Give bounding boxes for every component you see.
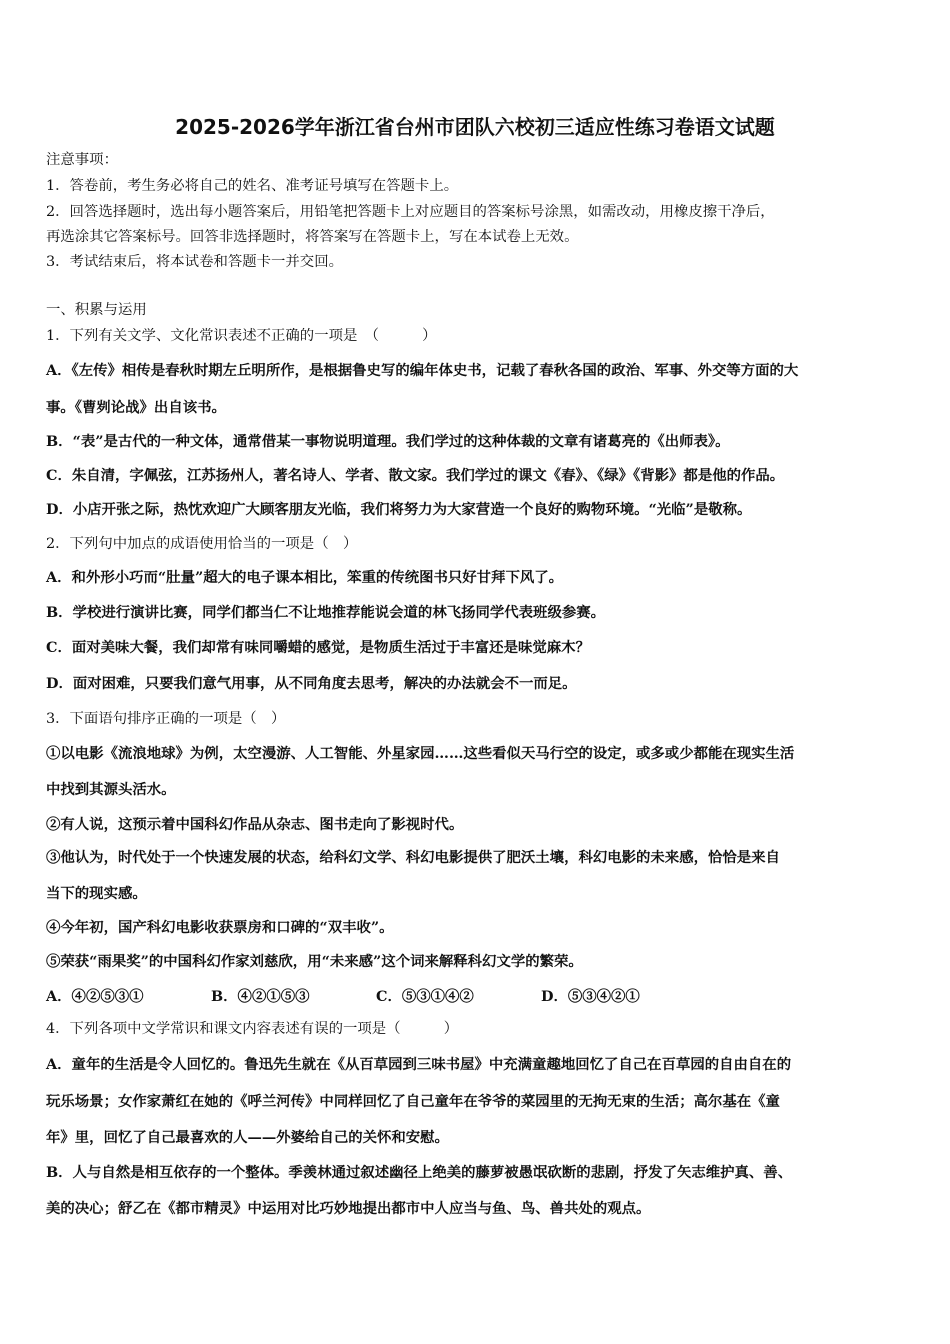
q3-stem: 3．下面语句排序正确的一项是（ ） — [46, 711, 286, 727]
q3-choice-b: B．④②①⑤③ — [211, 988, 310, 1005]
q2-stem: 2．下列句中加点的成语使用恰当的一项是（ ） — [46, 536, 358, 552]
q2-option-d: D．面对困难，只要我们意气用事，从不同角度去思考，解决的办法就会不一而足。 — [46, 675, 577, 692]
q3-sentence-5: ⑤荣获“雨果奖”的中国科幻作家刘慈欣，用“未来感”这个词来解释科幻文学的繁荣。 — [46, 953, 583, 970]
q1-option-a: A．《左传》相传是春秋时期左丘明所作，是根据鲁史写的编年体史书，记载了春秋各国的政治、军事、外交等方面的大 — [46, 362, 799, 379]
q3-choice-d: D．⑤③④②① — [541, 988, 640, 1005]
notice-item-2-cont: 再选涂其它答案标号。回答非选择题时，将答案写在答题卡上，写在本试卷上无效。 — [46, 229, 579, 245]
q4-option-b: B．人与自然是相互依存的一个整体。季羡林通过叙述幽径上绝美的藤萝被愚氓砍断的悲剧，抒发了矢志维护真、善、 — [46, 1164, 793, 1181]
q4-stem: 4．下列各项中文学常识和课文内容表述有误的一项是（ ） — [46, 1021, 459, 1037]
q4-option-a: A．童年的生活是令人回忆的。鲁迅先生就在《从百草园到三味书屋》中充满童趣地回忆了自己在百草园的自由自在的 — [46, 1056, 792, 1073]
q3-choice-a: A．④②⑤③① — [46, 988, 144, 1005]
notice-item-1: 1．答卷前，考生务必将自己的姓名、准考证号填写在答题卡上。 — [46, 178, 459, 194]
q1-option-a-cont: 事。《曹刿论战》出自该书。 — [46, 399, 226, 416]
q3-sentence-3: ③他认为，时代处于一个快速发展的状态，给科幻文学、科幻电影提供了肥沃土壤，科幻电影的未来感，恰恰是来自 — [46, 849, 780, 866]
q1-stem: 1．下列有关文学、文化常识表述不正确的一项是 （ ） — [46, 328, 437, 344]
q3-choice-c: C．⑤③①④② — [376, 988, 474, 1005]
q1-option-d: D．小店开张之际，热忱欢迎广大顾客朋友光临，我们将努力为大家营造一个良好的购物环境。“光临”是敬称。 — [46, 501, 752, 518]
q2-option-a: A．和外形小巧而“肚量”超大的电子课本相比，笨重的传统图书只好甘拜下风了。 — [46, 569, 564, 586]
notice-item-3: 3．考试结束后，将本试卷和答题卡一并交回。 — [46, 254, 343, 270]
q2-option-b: B．学校进行演讲比赛，同学们都当仁不让地推荐能说会道的林飞扬同学代表班级参赛。 — [46, 604, 606, 621]
q3-sentence-4: ④今年初，国产科幻电影收获票房和口碑的“双丰收”。 — [46, 919, 394, 936]
q4-option-a-cont-1: 玩乐场景；女作家萧红在她的《呼兰河传》中同样回忆了自己童年在爷爷的菜园里的无拘无束的生活；高尔基在《童 — [46, 1093, 780, 1110]
q3-sentence-1-cont: 中找到其源头活水。 — [46, 781, 176, 798]
q3-sentence-2: ②有人说，这预示着中国科幻作品从杂志、图书走向了影视时代。 — [46, 816, 464, 833]
q1-option-c: C．朱自清，字佩弦，江苏扬州人，著名诗人、学者、散文家。我们学过的课文《春》、《绿》《背影》都是他的作品。 — [46, 467, 785, 484]
q4-option-a-cont-2: 年》里，回忆了自己最喜欢的人——外婆给自己的关怀和安慰。 — [46, 1129, 449, 1146]
q2-option-c: C．面对美味大餐，我们却常有味同嚼蜡的感觉，是物质生活过于丰富还是味觉麻木？ — [46, 639, 590, 656]
section-heading: 一、积累与运用 — [46, 302, 147, 318]
page-title: 2025-2026学年浙江省台州市团队六校初三适应性练习卷语文试题 — [175, 115, 775, 139]
q3-sentence-3-cont: 当下的现实感。 — [46, 885, 147, 902]
q3-sentence-1: ①以电影《流浪地球》为例，太空漫游、人工智能、外星家园……这些看似天马行空的设定，或多或少都能在现实生活 — [46, 745, 795, 762]
notice-item-2: 2．回答选择题时，选出每小题答案后，用铅笔把答题卡上对应题目的答案标号涂黑，如需改动，用橡皮擦干净后， — [46, 204, 775, 220]
notice-heading: 注意事项： — [46, 152, 118, 168]
q1-option-b: B．“表”是古代的一种文体，通常借某一事物说明道理。我们学过的这种体裁的文章有诸葛亮的《出师表》。 — [46, 433, 730, 450]
q4-option-b-cont: 美的决心；舒乙在《都市精灵》中运用对比巧妙地提出都市中人应当与鱼、鸟、兽共处的观点。 — [46, 1200, 651, 1217]
